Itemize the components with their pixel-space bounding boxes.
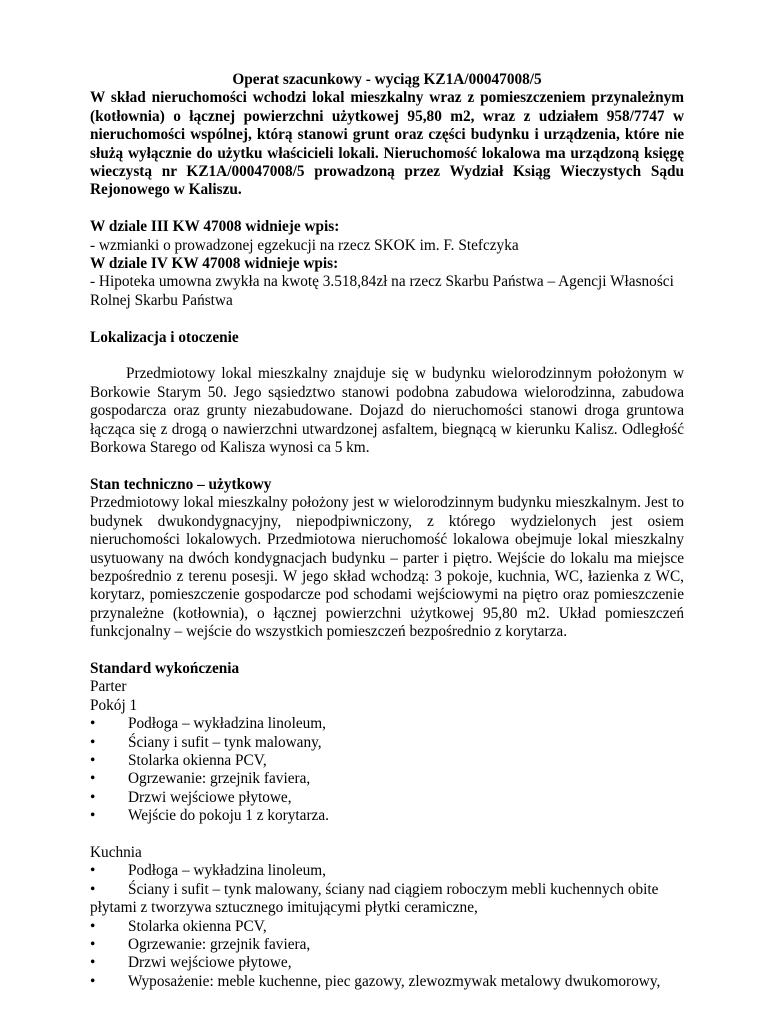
list-item-text: Drzwi wejściowe płytowe, — [128, 954, 292, 972]
bullet-icon: • — [90, 788, 96, 806]
bullet-icon: • — [90, 751, 96, 769]
standard-heading: Standard wykończenia — [90, 659, 240, 677]
document-page — [90, 71, 684, 991]
list-item-text: Ogrzewanie: grzejnik faviera, — [128, 770, 311, 788]
list-item — [90, 770, 684, 788]
list-item-text: Stolarka okienna PCV, — [128, 917, 267, 935]
section-4-entry: - Hipoteka umowna zwykła na kwotę 3.518,84zł na rzecz Skarbu Państwa – Agencji Własności Rolnej Skarbu Państwa — [90, 273, 674, 309]
bullet-icon: • — [90, 733, 96, 751]
spacer — [90, 310, 684, 328]
location-heading: Lokalizacja i otoczenie — [90, 328, 239, 346]
technical-paragraph: Przedmiotowy lokal mieszkalny położony jest w wielorodzinnym budynku mieszkalnym. Jest to budynek dwukondygnacyjny, niepodpiwniczony, z którego wydzielonych jest osiem nieruchomości lokalowych. Przedmiotowa nieruchomość lokalowa obejmuje lokal mieszkalny usytuowany na dwóch kondygnacjach budynku – parter i piętro. Wejście do lokalu ma miejsce bezpośrednio z terenu posesji. W jego skład wchodzą: 3 pokoje, kuchnia, WC, łazienka z WC, korytarz, pomieszczenie gospodarcze pod schodami wejściowymi na piętro oraz pomieszczenie przynależne (kotłownia), o łącznej powierzchni użytkowej 95,80 m2. Układ pomieszczeń funkcjonalny – wejście do wszystkich pomieszczeń bezpośrednio z korytarza. — [90, 494, 684, 641]
kitchen-list — [90, 862, 684, 991]
bullet-icon: • — [90, 954, 96, 972]
list-item — [90, 862, 684, 880]
list-item — [90, 789, 684, 807]
bullet-icon: • — [90, 917, 96, 935]
list-item — [90, 715, 684, 733]
list-item — [90, 807, 684, 825]
list-item-text: Ogrzewanie: grzejnik faviera, — [128, 936, 311, 953]
spacer — [90, 826, 684, 844]
room-1-label: Pokój 1 — [90, 696, 138, 714]
list-item — [90, 734, 684, 752]
bullet-icon: • — [90, 770, 96, 788]
list-item-text: Ściany i sufit – tynk malowany, ściany nad ciągiem roboczym mebli kuchennych obite płytami z tworzywa sztucznego imitującymi płytki ceramiczne, — [90, 880, 659, 917]
bullet-icon: • — [90, 936, 96, 953]
document-title: Operat szacunkowy - wyciąg KZ1A/00047008/5 — [232, 71, 542, 88]
bullet-icon: • — [90, 715, 96, 733]
list-item-text: Wejście do pokoju 1 z korytarza. — [128, 807, 329, 825]
spacer — [90, 642, 684, 660]
spacer — [90, 200, 684, 218]
bullet-icon: • — [90, 880, 96, 898]
list-item-text: Wyposażenie: meble kuchenne, piec gazowy, zlewozmywak metalowy dwukomorowy, — [128, 972, 661, 990]
technical-heading: Stan techniczno – użytkowy — [90, 475, 272, 493]
spacer — [90, 347, 684, 365]
list-item — [90, 881, 684, 918]
section-3-heading: W dziale III KW 47008 widnieje wpis: — [90, 218, 340, 236]
bullet-icon: • — [90, 807, 96, 825]
spacer — [90, 457, 684, 475]
section-3-entry: - wzmianki o prowadzonej egzekucji na rzecz SKOK im. F. Stefczyka — [90, 236, 519, 254]
list-item-text: Podłoga – wykładzina linoleum, — [128, 862, 326, 880]
list-item — [90, 954, 684, 972]
list-item — [90, 918, 684, 936]
location-paragraph: Przedmiotowy lokal mieszkalny znajduje się w budynku wielorodzinnym położonym w Borkowie Starym 50. Jego sąsiedztwo stanowi podobna zabudowa wielorodzinna, zabudowa gospodarcza oraz grunty niezabudowane. Dojazd do nieruchomości stanowi droga gruntowa łącząca się z drogą o nawierzchni utwardzonej asfaltem, biegnącą w kierunku Kalisz. Odległość Borkowa Starego od Kalisza wynosi ca 5 km. — [90, 365, 684, 457]
intro-paragraph: W skład nieruchomości wchodzi lokal mieszkalny wraz z pomieszczeniem przynależnym (kotłownia) o łącznej powierzchni użytkowej 95,80 m2, wraz z udziałem 958/7747 w nieruchomości wspólnej, którą stanowi grunt oraz części budynku i urządzenia, które nie służą wyłącznie do użytku właścicieli lokali. Nieruchomość lokalowa ma urządzoną księgę wieczystą nr KZ1A/00047008/5 prowadzoną przez Wydział Ksiąg Wieczystych Sądu Rejonowego w Kaliszu. — [90, 89, 684, 199]
section-4-heading: W dziale IV KW 47008 widnieje wpis: — [90, 255, 339, 273]
kitchen-label: Kuchnia — [90, 843, 142, 861]
floor-label: Parter — [90, 678, 127, 696]
list-item-text: Podłoga – wykładzina linoleum, — [128, 715, 326, 733]
bullet-icon: • — [90, 862, 96, 880]
list-item — [90, 973, 684, 991]
list-item — [90, 752, 684, 770]
bullet-icon: • — [90, 972, 96, 990]
list-item-text: Stolarka okienna PCV, — [128, 751, 267, 769]
room-1-list — [90, 715, 684, 825]
list-item-text: Ściany i sufit – tynk malowany, — [128, 733, 322, 751]
list-item — [90, 936, 684, 954]
list-item-text: Drzwi wejściowe płytowe, — [128, 788, 292, 806]
